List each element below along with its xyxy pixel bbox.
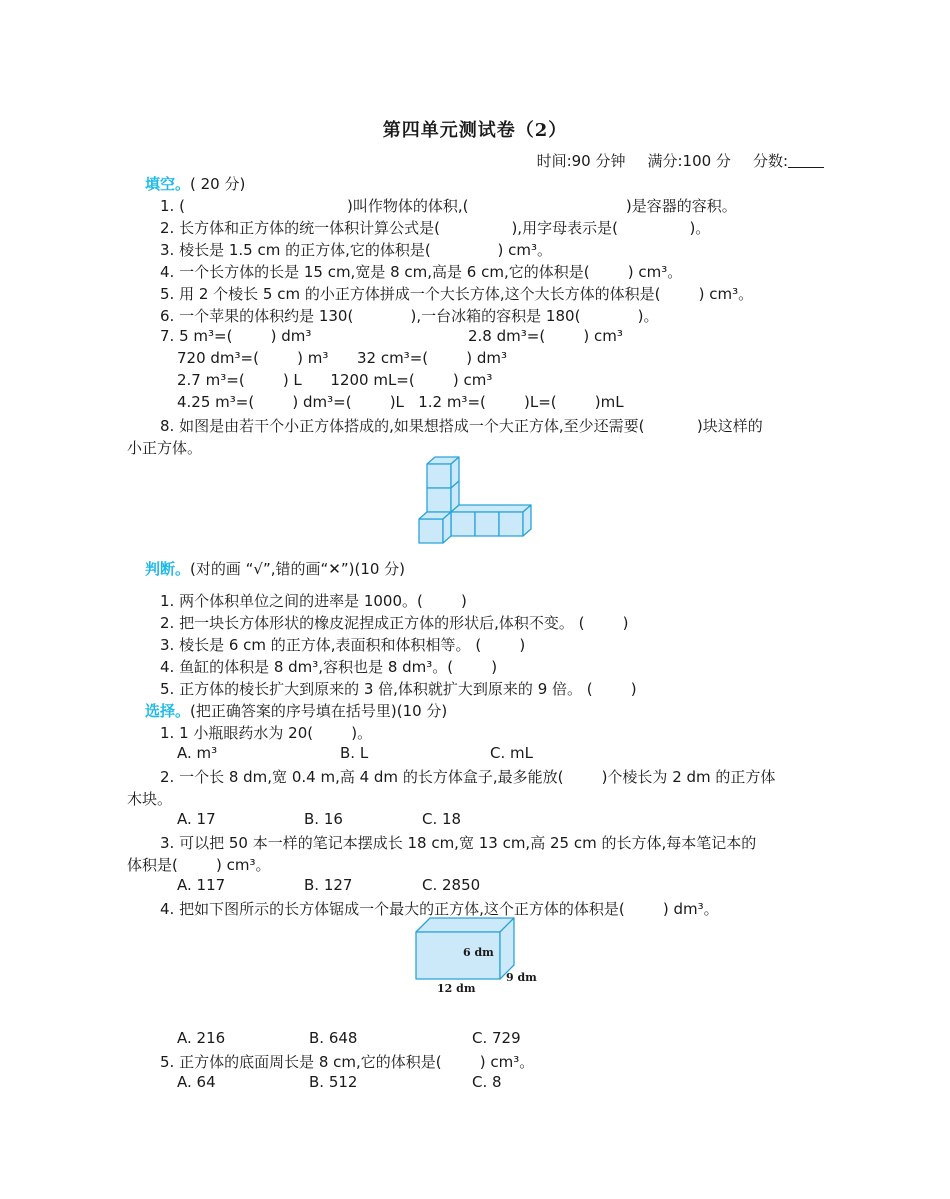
section-fill-heading: 填空。 xyxy=(145,175,191,193)
section-judge-heading: 判断。 xyxy=(145,560,191,578)
score-blank[interactable] xyxy=(788,153,824,168)
section-choice-points: (把正确答案的序号填在括号里)(10 分) xyxy=(190,702,448,720)
judge-item-3: 3. 棱长是 6 cm 的正方体,表面积和体积相等。 ( ) xyxy=(160,636,526,654)
choice-q5-opt-a[interactable]: A. 64 xyxy=(177,1073,216,1091)
choice-q4-opt-c[interactable]: C. 729 xyxy=(472,1029,521,1047)
choice-q2-cont: 木块。 xyxy=(127,790,173,808)
choice-q5-opt-b[interactable]: B. 512 xyxy=(309,1073,358,1091)
time-limit: 时间:90 分钟 xyxy=(536,152,626,170)
judge-item-4: 4. 鱼缸的体积是 8 dm³,容积也是 8 dm³。( ) xyxy=(160,658,498,676)
cube-row-2-front xyxy=(451,512,475,536)
choice-q4-opt-a[interactable]: A. 216 xyxy=(177,1029,226,1047)
judge-item-2: 2. 把一块长方体形状的橡皮泥捏成正方体的形状后,体积不变。 ( ) xyxy=(160,614,629,632)
choice-q5: 5. 正方体的底面周长是 8 cm,它的体积是( ) cm³。 xyxy=(160,1053,535,1071)
fill-item-7c: 720 dm³=( ) m³ 32 cm³=( ) dm³ xyxy=(177,349,508,367)
fill-item-6: 6. 一个苹果的体积约是 130( ),一台冰箱的容积是 180( )。 xyxy=(160,307,659,325)
choice-q3: 3. 可以把 50 本一样的笔记本摆成长 18 cm,宽 13 cm,高 25 cm 的长方体,每本笔记本的 xyxy=(160,834,757,852)
cuboid-top-face xyxy=(416,918,514,932)
choice-q2-opt-b[interactable]: B. 16 xyxy=(304,810,343,828)
choice-q2-opt-c[interactable]: C. 18 xyxy=(422,810,462,828)
choice-q5-opt-c[interactable]: C. 8 xyxy=(472,1073,502,1091)
choice-q3-opt-c[interactable]: C. 2850 xyxy=(422,876,481,894)
fill-item-1: 1. ( )叫作物体的体积,( )是容器的容积。 xyxy=(160,197,737,215)
choice-q4: 4. 把如下图所示的长方体锯成一个最大的正方体,这个正方体的体积是( ) dm³。 xyxy=(160,900,719,918)
cube-stack-figure xyxy=(416,454,534,546)
fill-item-8-cont: 小正方体。 xyxy=(127,439,203,457)
section-choice-heading: 选择。 xyxy=(145,702,191,720)
section-fill xyxy=(145,173,245,194)
fill-item-3: 3. 棱长是 1.5 cm 的正方体,它的体积是( ) cm³。 xyxy=(160,241,552,259)
score-label: 分数: xyxy=(752,152,788,170)
choice-q2: 2. 一个长 8 dm,宽 0.4 m,高 4 dm 的长方体盒子,最多能放( )个棱长为 2 dm 的正方体 xyxy=(160,768,776,786)
section-fill-points: ( 20 分) xyxy=(190,175,246,193)
cube-row-1-front xyxy=(419,519,443,543)
fill-item-8: 8. 如图是由若干个小正方体搭成的,如果想搭成一个大正方体,至少还需要( )块这样的 xyxy=(160,417,763,435)
fill-item-7b: 2.8 dm³=( ) cm³ xyxy=(468,327,623,345)
choice-q1-opt-a[interactable]: A. m³ xyxy=(177,744,218,762)
choice-q3-opt-b[interactable]: B. 127 xyxy=(304,876,353,894)
section-choice xyxy=(145,700,447,721)
fill-item-7d: 2.7 m³=( ) L 1200 mL=( ) cm³ xyxy=(177,371,493,389)
cube-tower-2-front xyxy=(427,488,451,512)
fill-item-4: 4. 一个长方体的长是 15 cm,宽是 8 cm,高是 6 cm,它的体积是( ) cm³。 xyxy=(160,263,683,281)
choice-q2-opt-a[interactable]: A. 17 xyxy=(177,810,216,828)
cuboid-depth-label: 9 dm xyxy=(506,971,537,984)
choice-q1: 1. 1 小瓶眼药水为 20( )。 xyxy=(160,724,373,742)
choice-q4-opt-b[interactable]: B. 648 xyxy=(309,1029,358,1047)
cuboid-figure xyxy=(410,914,540,996)
fill-item-5: 5. 用 2 个棱长 5 cm 的小正方体拼成一个大长方体,这个大长方体的体积是( ) cm³。 xyxy=(160,285,754,303)
choice-q3-cont: 体积是( ) cm³。 xyxy=(127,856,271,874)
cube-row-3-front xyxy=(475,512,499,536)
cuboid-height-label: 6 dm xyxy=(463,946,494,959)
choice-q1-opt-b[interactable]: B. L xyxy=(340,744,369,762)
full-score: 满分:100 分 xyxy=(647,152,731,170)
choice-q3-opt-a[interactable]: A. 117 xyxy=(177,876,226,894)
choice-q1-opt-c[interactable]: C. mL xyxy=(490,744,533,762)
page-title: 第四单元测试卷（2） xyxy=(382,120,568,141)
cube-row-4-front xyxy=(499,512,523,536)
exam-meta xyxy=(515,150,824,171)
fill-item-7a: 7. 5 m³=( ) dm³ xyxy=(160,327,312,345)
fill-item-2: 2. 长方体和正方体的统一体积计算公式是( ),用字母表示是( )。 xyxy=(160,219,711,237)
section-judge xyxy=(145,558,405,579)
fill-item-7e: 4.25 m³=( ) dm³=( )L 1.2 m³=( )L=( )mL xyxy=(177,393,624,411)
cube-tower-1-front xyxy=(427,464,451,488)
judge-item-5: 5. 正方体的棱长扩大到原来的 3 倍,体积就扩大到原来的 9 倍。 ( ) xyxy=(160,680,637,698)
cuboid-length-label: 12 dm xyxy=(437,982,476,995)
cube-row-top xyxy=(451,505,531,512)
section-judge-points: (对的画 “√”,错的画“✕”)(10 分) xyxy=(190,560,406,578)
judge-item-1: 1. 两个体积单位之间的进率是 1000。( ) xyxy=(160,592,467,610)
